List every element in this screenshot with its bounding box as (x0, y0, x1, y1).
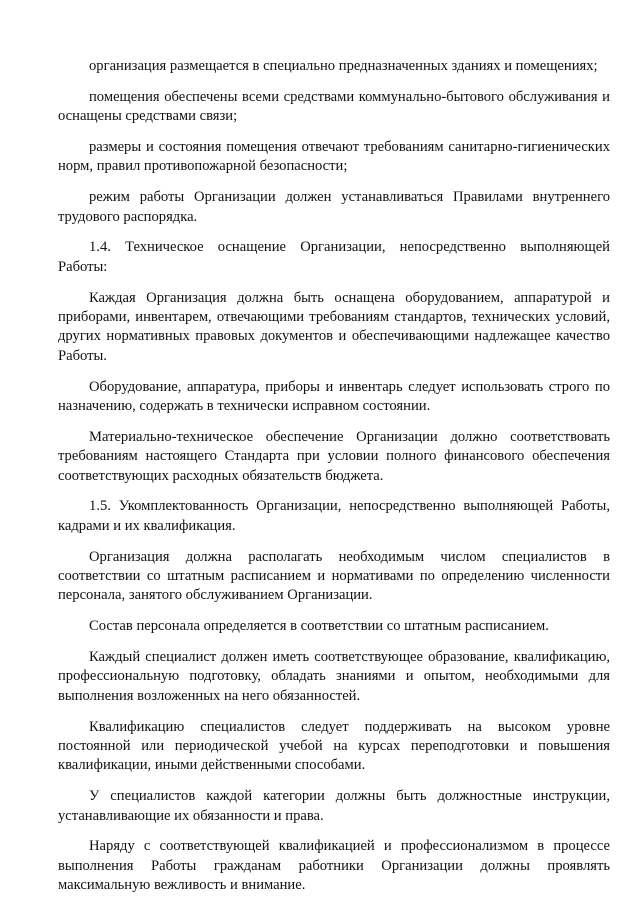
section-heading-1-4: 1.4. Техническое оснащение Организации, непосредственно выполняющей Работы: (58, 239, 610, 275)
section-heading-1-5: 1.5. Укомплектованность Организации, непосредственно выполняющей Работы, кадрами и их квалификация. (58, 498, 610, 534)
paragraph-premises-location: организация размещается в специально предназначенных зданиях и помещениях; (89, 58, 598, 74)
paragraph-specialist-education: Каждый специалист должен иметь соответствующее образование, квалификацию, профессиональную подготовку, обладать знаниями и опытом, необходимыми для выполнения возложенных на него обязанностей. (58, 649, 610, 704)
paragraph-staff-count: Организация должна располагать необходимым числом специалистов в соответствии со штатным расписанием и нормативами по определению численности персонала, занятого обслуживанием Организации. (58, 548, 610, 604)
paragraph-work-schedule: режим работы Организации должен устанавливаться Правилами внутреннего трудового распорядка. (58, 189, 610, 225)
paragraph-premises-norms: размеры и состояния помещения отвечают требованиям санитарно-гигиенических норм, правил противопожарной безопасности; (58, 139, 610, 175)
paragraph-material-support: Материально-техническое обеспечение Организации должно соответствовать требованиям настоящего Стандарта при условии полного финансового обеспечения соответствующих расходных обязательств бюджета. (58, 428, 610, 484)
paragraph-staff-composition: Состав персонала определяется в соответствии со штатным расписанием. (89, 618, 549, 635)
paragraph-equipment-requirements: Каждая Организация должна быть оснащена оборудованием, аппаратурой и приборами, инвентарем, отвечающими требованиям стандартов, технических условий, других нормативных правовых документов и обеспечивающими надлежащее качество Работы. (58, 289, 610, 364)
paragraph-courtesy: Наряду с соответствующей квалификацией и профессионализмом в процессе выполнения Работы гражданам работники Организации должны проявлять максимальную вежливость и внимание. (58, 838, 610, 894)
paragraph-premises-services: помещения обеспечены всеми средствами коммунально-бытового обслуживания и оснащены средствами связи; (58, 88, 610, 125)
paragraph-job-instructions: У специалистов каждой категории должны быть должностные инструкции, устанавливающие их обязанности и права. (58, 788, 610, 824)
paragraph-equipment-usage: Оборудование, аппаратура, приборы и инвентарь следует использовать строго по назначению, содержать в технически исправном состоянии. (58, 378, 610, 415)
paragraph-qualification-maintenance: Квалификацию специалистов следует поддерживать на высоком уровне постоянной или периодической учебой на курсах переподготовки и повышения квалификации, иными действенными способами. (58, 718, 610, 774)
document-page (58, 57, 610, 907)
